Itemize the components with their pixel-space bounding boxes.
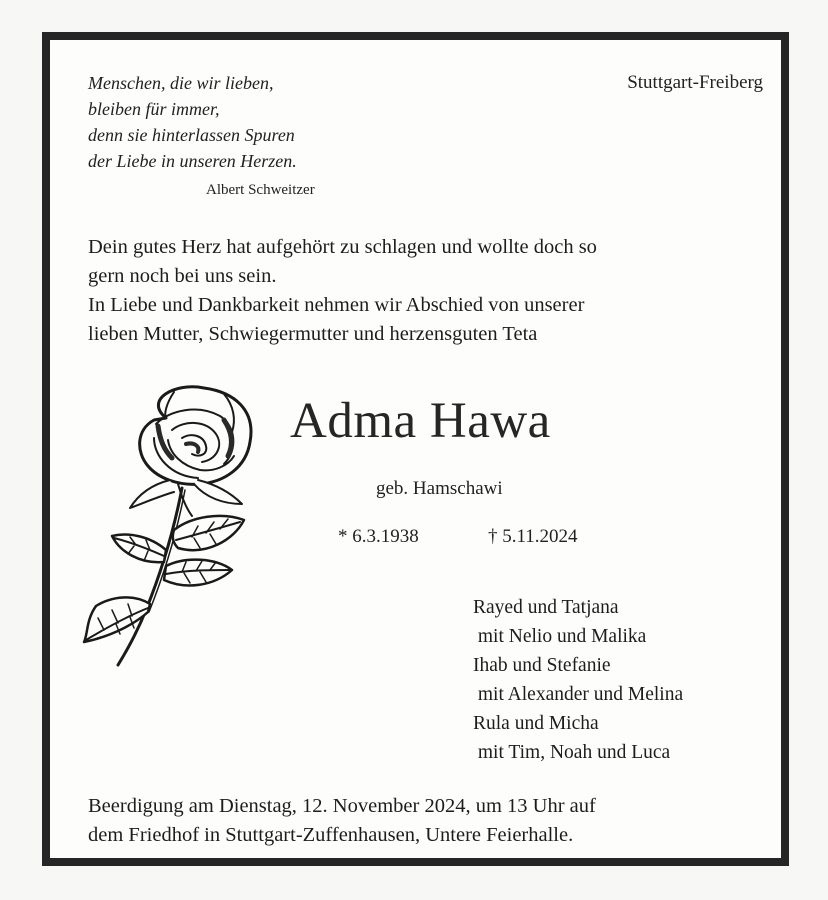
intro-text <box>88 233 768 349</box>
funeral-info <box>88 792 768 850</box>
mourner-line: mit Nelio und Malika <box>473 626 647 647</box>
intro-line: gern noch bei uns sein. <box>88 265 277 287</box>
quote-line: der Liebe in unseren Herzen. <box>88 151 297 171</box>
mourner-line: Rayed und Tatjana <box>473 597 619 618</box>
mourner-line: Rula und Micha <box>473 713 599 734</box>
mourners-list <box>473 593 683 767</box>
mourner-line: mit Alexander und Melina <box>473 684 684 705</box>
quote-line: Menschen, die wir lieben, <box>88 73 274 93</box>
intro-line: In Liebe und Dankbarkeit nehmen wir Abschied von unserer <box>88 294 585 316</box>
funeral-line: Beerdigung am Dienstag, 12. November 2024, um 13 Uhr auf <box>88 795 596 817</box>
obituary-notice <box>42 32 789 866</box>
birth-date: * 6.3.1938 <box>338 526 419 547</box>
quote <box>88 70 378 174</box>
funeral-line: dem Friedhof in Stuttgart-Zuffenhausen, Untere Feierhalle. <box>88 824 574 846</box>
intro-line: lieben Mutter, Schwiegermutter und herzensguten Teta <box>88 323 538 345</box>
quote-author: Albert Schweitzer <box>206 182 315 198</box>
quote-line: bleiben für immer, <box>88 99 220 119</box>
location: Stuttgart-Freiberg <box>627 72 763 93</box>
intro-line: Dein gutes Herz hat aufgehört zu schlagen und wollte doch so <box>88 236 597 258</box>
death-date: † 5.11.2024 <box>488 526 578 547</box>
quote-line: denn sie hinterlassen Spuren <box>88 125 295 145</box>
mourner-line: Ihab und Stefanie <box>473 655 611 676</box>
maiden-name: geb. Hamschawi <box>376 478 503 499</box>
mourner-line: mit Tim, Noah und Luca <box>473 742 671 763</box>
deceased-name: Adma Hawa <box>290 393 551 449</box>
rose-icon <box>74 380 254 670</box>
